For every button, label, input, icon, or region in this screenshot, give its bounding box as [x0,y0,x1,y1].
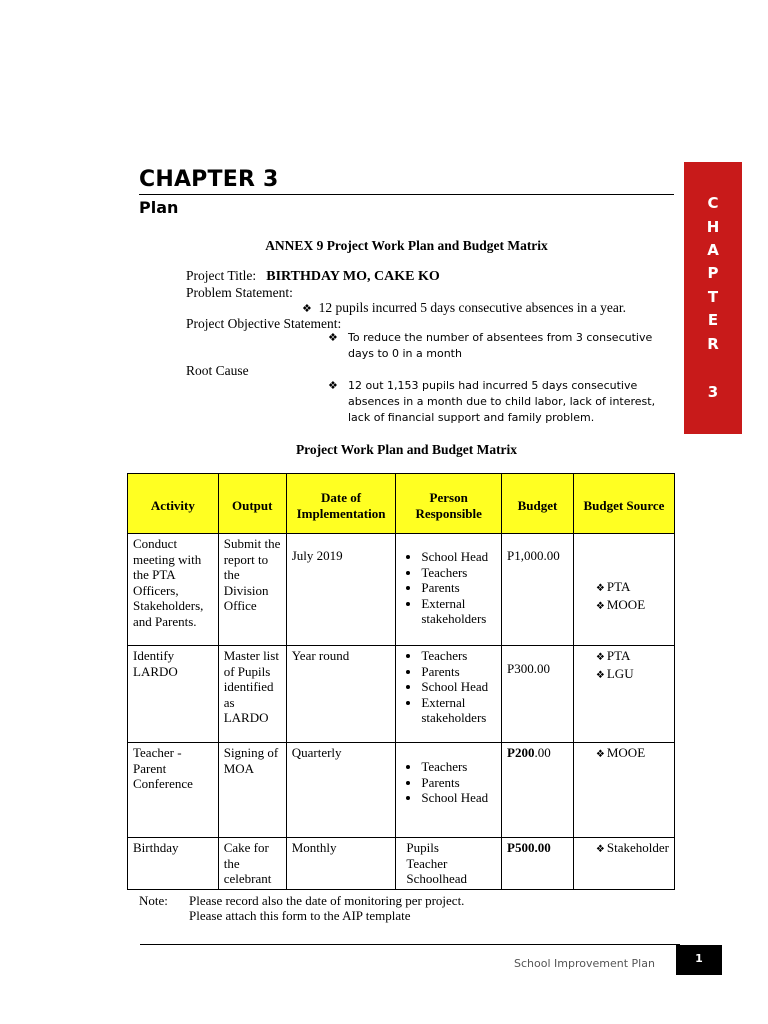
budget-cell [502,743,574,838]
person-item: Pupils [406,840,439,855]
footer-label: School Improvement Plan [514,957,655,970]
project-title-value: BIRTHDAY MO, CAKE KO [266,269,440,284]
source-item: ❖ PTA [596,648,669,666]
source-cell [573,743,674,838]
root-cause-label: Root Cause [186,363,249,378]
budget-cell: P1,000.00 [502,534,574,646]
objective-line: To reduce the number of absentees from 3 consecutive [348,331,653,344]
side-tab-letter: 3 [707,383,719,401]
side-tab-letter: T [707,288,719,306]
activity-cell: Conduct meeting with the PTA Officers, Stakeholders, and Parents. [128,534,219,646]
side-tab-letter: A [707,241,719,259]
person-item: • Parents [421,580,496,596]
matrix-title: Project Work Plan and Budget Matrix [295,442,518,457]
note-line: Please record also the date of monitoring per project. [189,893,465,908]
root-cause-line: absences in a month due to child labor, lack of interest, [348,395,656,408]
side-tab-letter: R [707,335,719,353]
source-cell [573,646,674,743]
root-cause-line: lack of financial support and family problem. [348,411,595,424]
note-line: Please attach this form to the AIP template [189,908,411,923]
output-cell: Master list of Pupils identified as LARDO [218,646,286,743]
project-title-row [186,268,440,284]
diamond-bullet-icon: ❖ [328,332,338,344]
source-item: ❖ MOOE [596,597,669,615]
persons-cell [396,838,502,890]
budget-bold: P200 [507,745,535,760]
root-cause-statement [328,378,655,426]
table-row [128,838,675,890]
source-cell [573,534,674,646]
persons-cell [396,646,502,743]
side-tab-letter: E [707,311,719,329]
person-item: • Parents [421,664,496,680]
side-tab-letter: H [706,218,720,236]
project-title-label: Project Title: [186,268,257,283]
objective-statement [328,330,652,362]
objective-line: days to 0 in a month [348,347,462,360]
table-header-row [128,474,675,534]
page-number: 1 [676,945,722,975]
date-cell: July 2019 [286,534,396,646]
footer-rule [140,944,680,945]
person-item: • School Head [421,679,496,695]
column-header: Output [218,474,286,534]
budget-cents: .00 [534,745,551,760]
side-tab-letter: C [707,194,719,212]
output-cell: Submit the report to the Division Office [218,534,286,646]
person-item: • Teachers [421,759,496,775]
budget-cell: P500.00 [502,838,574,890]
budget-cell: P300.00 [502,646,574,743]
source-cell [573,838,674,890]
person-item: • External stakeholders [421,695,496,726]
problem-label: Problem Statement: [186,285,293,300]
date-cell: Monthly [286,838,396,890]
person-item: Teacher [406,855,448,871]
person-item: • Teachers [421,565,496,581]
person-item: • School Head [421,790,496,806]
person-item: Schoolhead [406,871,468,886]
annex-title: ANNEX 9 Project Work Plan and Budget Matrix [265,238,548,253]
output-cell: Signing of MOA [218,743,286,838]
table-row [128,646,675,743]
chapter-side-tab [684,162,742,434]
column-header: Budget Source [573,474,674,534]
side-tab-letter: P [707,264,719,282]
source-item: ❖ PTA [596,579,669,597]
column-header: Budget [502,474,574,534]
problem-text: 12 pupils incurred 5 days consecutive absences in a year. [318,300,627,315]
date-cell: Year round [286,646,396,743]
source-item: ❖ Stakeholder [596,840,669,858]
problem-statement [302,300,626,317]
column-header: Person Responsible [396,474,502,534]
date-cell: Quarterly [286,743,396,838]
root-cause-line: 12 out 1,153 pupils had incurred 5 days consecutive [348,379,638,392]
work-plan-table [127,473,675,890]
person-item: • External stakeholders [421,596,496,627]
activity-cell: Birthday [128,838,219,890]
diamond-bullet-icon: ❖ [328,380,338,392]
person-item: • School Head [421,549,496,565]
source-item: ❖ LGU [596,666,669,684]
persons-cell [396,743,502,838]
person-item: • Teachers [421,648,496,664]
activity-cell: Identify LARDO [128,646,219,743]
section-title: Plan [139,198,179,217]
objective-label: Project Objective Statement: [186,316,342,331]
source-item: ❖ MOOE [596,745,669,763]
chapter-title: CHAPTER 3 [139,167,279,192]
activity-cell: Teacher - Parent Conference [128,743,219,838]
column-header: Activity [128,474,219,534]
note-label: Note: [139,893,168,908]
table-row [128,743,675,838]
column-header: Date of Implementation [286,474,396,534]
note-block [139,893,464,923]
output-cell: Cake for the celebrant [218,838,286,890]
table-row [128,534,675,646]
persons-cell [396,534,502,646]
diamond-bullet-icon: ❖ [302,303,312,315]
header-rule [139,194,674,195]
person-item: • Parents [421,775,496,791]
